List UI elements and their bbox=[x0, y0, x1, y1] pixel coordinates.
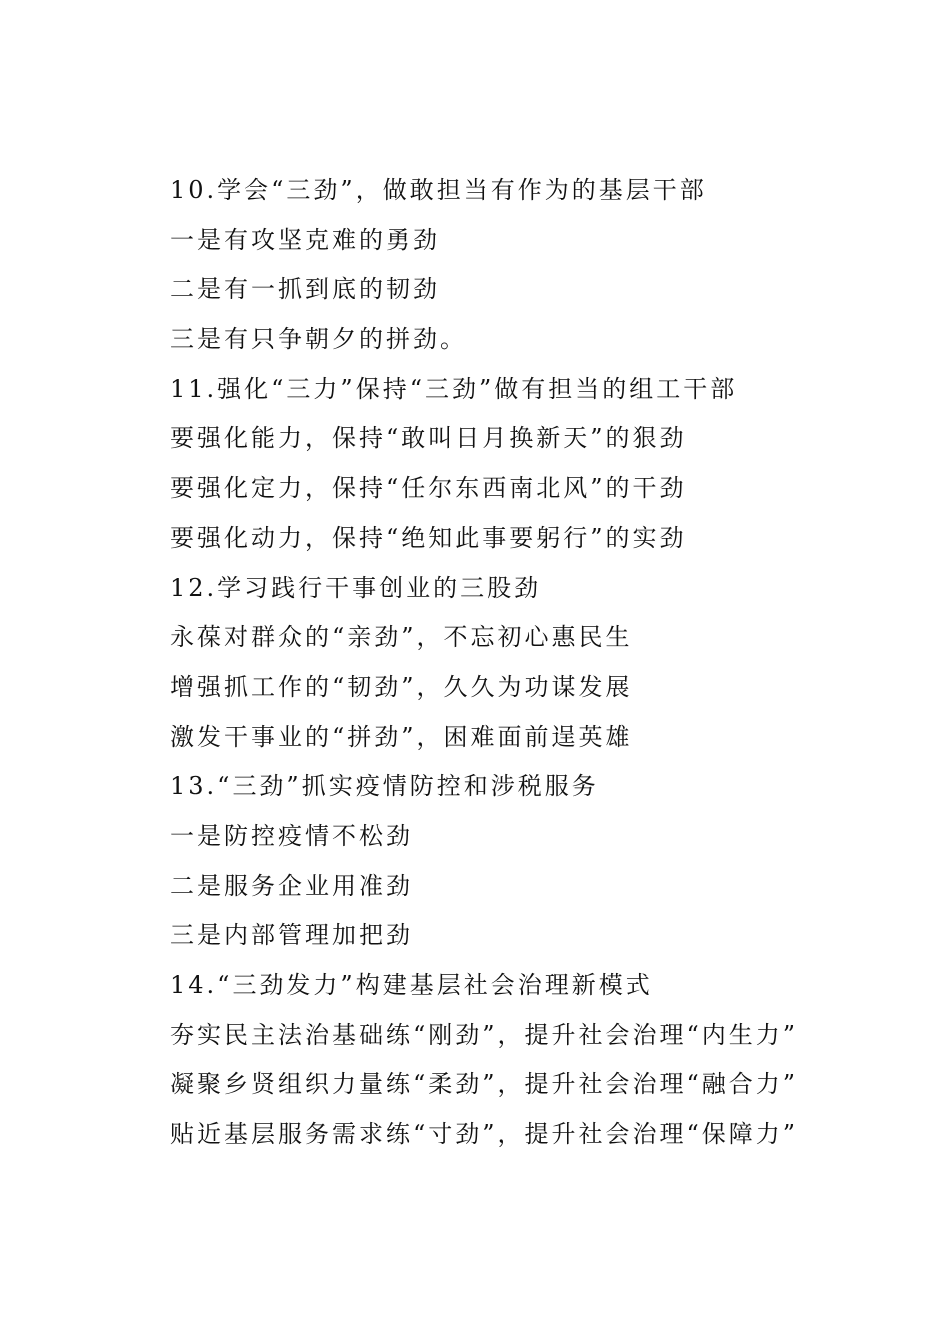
list-item: 三是有只争朝夕的拼劲。 bbox=[170, 325, 467, 354]
list-item: 凝聚乡贤组织力量练“柔劲”，提升社会治理“融合力” bbox=[170, 1070, 799, 1099]
list-item: 一是防控疫情不松劲 bbox=[170, 821, 413, 850]
list-item: 二是有一抓到底的韧劲 bbox=[170, 275, 440, 304]
list-item: 永葆对群众的“亲劲”，不忘初心惠民生 bbox=[170, 623, 633, 652]
list-item: 要强化动力，保持“绝知此事要躬行”的实劲 bbox=[170, 523, 687, 552]
list-item: 要强化定力，保持“任尔东西南北风”的干劲 bbox=[170, 474, 687, 503]
list-item: 二是服务企业用准劲 bbox=[170, 871, 413, 900]
heading-10: 10.学会“三劲”，做敢担当有作为的基层干部 bbox=[170, 176, 707, 204]
heading-14: 14.“三劲发力”构建基层社会治理新模式 bbox=[170, 971, 653, 999]
list-item: 一是有攻坚克难的勇劲 bbox=[170, 225, 440, 254]
list-item: 三是内部管理加把劲 bbox=[170, 921, 413, 950]
list-item: 激发干事业的“拼劲”，困难面前逞英雄 bbox=[170, 722, 633, 751]
list-item: 夯实民主法治基础练“刚劲”，提升社会治理“内生力” bbox=[170, 1020, 799, 1049]
heading-11: 11.强化“三力”保持“三劲”做有担当的组工干部 bbox=[170, 374, 738, 403]
list-item: 贴近基层服务需求练“寸劲”，提升社会治理“保障力” bbox=[170, 1120, 799, 1149]
heading-13: 13.“三劲”抓实疫情防控和涉税服务 bbox=[170, 772, 599, 801]
list-item: 要强化能力，保持“敢叫日月换新天”的狠劲 bbox=[170, 424, 687, 453]
list-item: 增强抓工作的“韧劲”，久久为功谋发展 bbox=[170, 672, 633, 701]
heading-12: 12.学习践行干事创业的三股劲 bbox=[170, 573, 542, 602]
document-body bbox=[170, 166, 870, 1160]
